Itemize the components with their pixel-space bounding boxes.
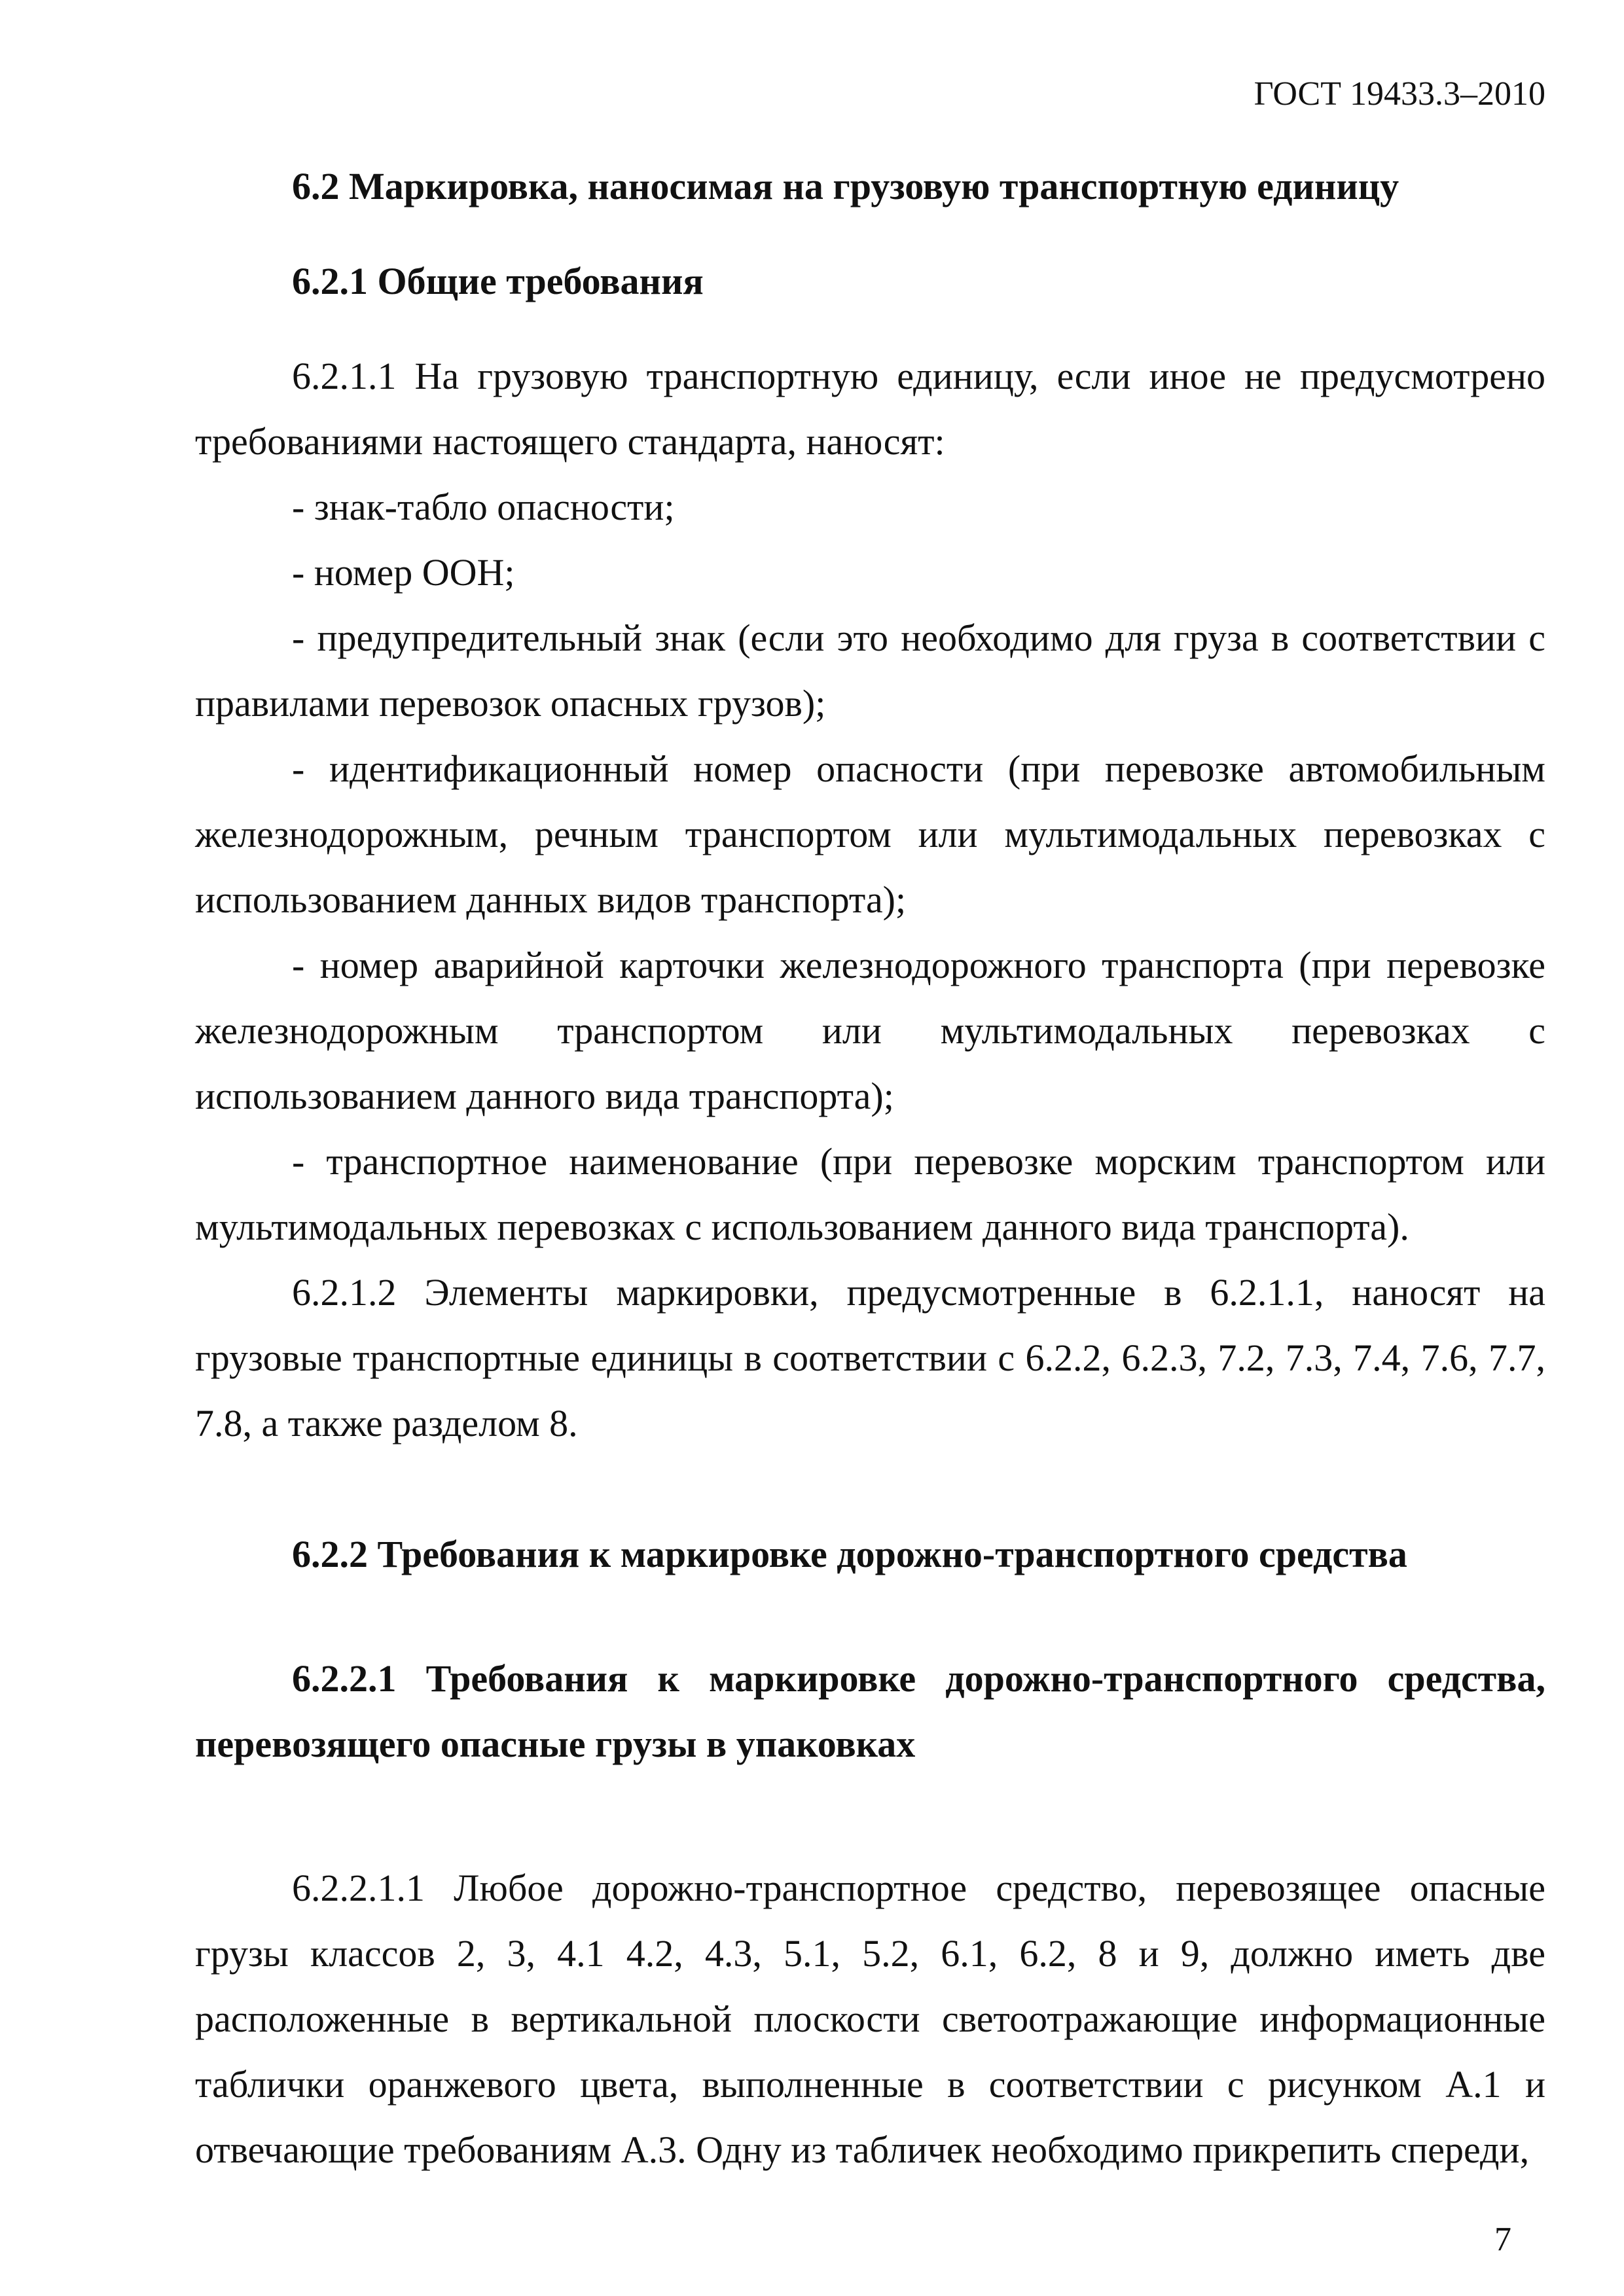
list-item: - номер аварийной карточки железнодорожного транспорта (при перевозке железнодорожным транспортом или мультимодальных перевозках с использованием данного вида транспорта); [195,944,1545,1117]
paragraph-6-2-1-2: 6.2.1.2 Элементы маркировки, предусмотренные в 6.2.1.1, наносят на грузовые транспортные единицы в соответствии с 6.2.2, 6.2.3, 7.2, 7.3, 7.4, 7.6, 7.7, 7.8, а также разделом 8. [195,1271,1545,1444]
subsection-title-general: 6.2.1 Общие требования [292,260,704,302]
list-item: - идентификационный номер опасности (при перевозке автомобильным железнодорожным, речным транспортом или мультимодальных перевозках с использованием данных видов транспорта); [195,747,1545,921]
list-item: - транспортное наименование (при перевозке морским транспортом или мультимодальных перевозках с использованием данного вида транспорта). [195,1140,1545,1248]
list-item: - знак-табло опасности; [292,486,675,528]
paragraph-6-2-1-1: 6.2.1.1 На грузовую транспортную единицу, если иное не предусмотрено требованиями настоящего стандарта, наносят: [195,355,1545,463]
paragraph-6-2-2-1-1: 6.2.2.1.1 Любое дорожно-транспортное средство, перевозящее опасные грузы классов 2, 3, 4.1 4.2, 4.3, 5.1, 5.2, 6.1, 6.2, 8 и 9, должно иметь две расположенные в вертикальной плоскости светоотражающие информационные таблички оранжевого цвета, выполненные в соответствии с рисунком А.1 и отвечающие требованиям А.3. Одну из табличек необходимо прикрепить спереди, [195,1867,1545,2171]
page-header-standard: ГОСТ 19433.3–2010 [1254,75,1545,113]
page-content [195,154,1545,2183]
page-number: 7 [1494,2221,1511,2258]
subsubsection-title-packages: 6.2.2.1 Требования к маркировке дорожно-транспортного средства, перевозящего опасные грузы в упаковках [195,1657,1545,1765]
list-item: - номер ООН; [292,551,515,594]
subsection-title-vehicle: 6.2.2 Требования к маркировке дорожно-транспортного средства [292,1533,1407,1575]
list-item: - предупредительный знак (если это необходимо для груза в соответствии с правилами перевозок опасных грузов); [195,617,1545,725]
section-title: 6.2 Маркировка, наносимая на грузовую транспортную единицу [292,165,1399,207]
